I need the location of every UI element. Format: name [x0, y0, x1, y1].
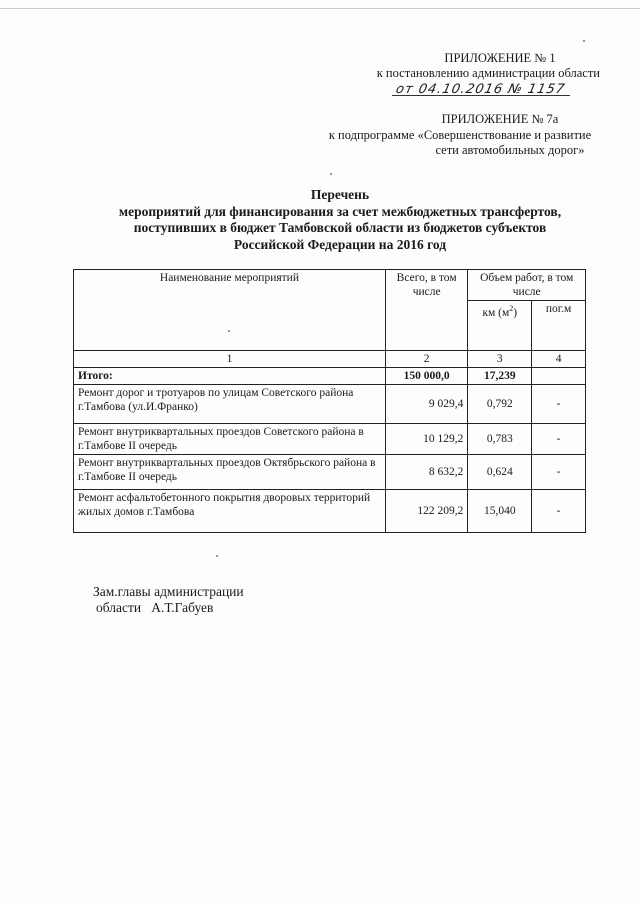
row-km: 15,040: [468, 490, 532, 533]
table-header-row: [74, 270, 586, 301]
header-km: км $(м^2)$: [468, 301, 532, 351]
appendix2-title: ПРИЛОЖЕНИЕ № 7а: [441, 112, 559, 126]
row-km: 0,624: [468, 455, 532, 490]
total-sum: 150 000,0: [385, 368, 468, 385]
scan-speck: [216, 555, 218, 557]
row-total: 8 632,2: [385, 455, 468, 490]
total-label: Итого:: [74, 368, 386, 385]
row-name: Ремонт внутриквартальных проездов Советского района в г.Тамбове II очередь: [74, 424, 386, 455]
row-pogm: -: [532, 385, 586, 424]
appendix2-line2: сети автомобильных дорог»: [435, 143, 585, 157]
total-km: 17,239: [468, 368, 532, 385]
row-pogm: -: [532, 455, 586, 490]
row-total: 10 129,2: [385, 424, 468, 455]
table-row: [74, 490, 586, 533]
scan-edge-line: [0, 8, 640, 9]
row-name: Ремонт асфальтобетонного покрытия дворовых территорий жилых домов г.Тамбова: [74, 490, 386, 533]
appendix1-title: ПРИЛОЖЕНИЕ № 1: [444, 51, 556, 65]
col-number: 1: [74, 351, 386, 368]
row-pogm: -: [532, 490, 586, 533]
table-row: [74, 385, 586, 424]
col-number: 4: [532, 351, 586, 368]
title-line-2: мероприятий для финансирования за счет межбюджетных трансфертов,: [118, 203, 562, 219]
total-row: [74, 368, 586, 385]
column-number-row: [74, 351, 586, 368]
col-number: 3: [468, 351, 532, 368]
title-line-3: поступивших в бюджет Тамбовской области из бюджетов субъектов: [133, 220, 547, 235]
row-total: 9 029,4: [385, 385, 468, 424]
handwritten-underline: [392, 95, 570, 96]
document-title: [70, 187, 610, 253]
row-total: 122 209,2: [385, 490, 468, 533]
header-name: Наименование мероприятий: [74, 270, 386, 351]
signature-name: области А.Т.Габуев: [96, 600, 214, 615]
scan-speck: [583, 40, 585, 42]
row-km: 0,783: [468, 424, 532, 455]
header-total: Всего, в том числе: [385, 270, 468, 351]
title-line-1: Перечень: [310, 187, 370, 202]
table-row: [74, 424, 586, 455]
handwritten-date: от 04.10.2016 № 1157: [394, 82, 567, 97]
row-km: 0,792: [468, 385, 532, 424]
scan-speck: [330, 173, 332, 175]
appendix2-line1: к подпрограмме «Совершенствование и развитие: [328, 128, 592, 142]
row-name: Ремонт дорог и тротуаров по улицам Советского района г.Тамбова (ул.И.Франко): [74, 385, 386, 424]
signature-position: Зам.главы администрации: [93, 584, 244, 599]
header-volume: Объем работ, в том числе: [468, 270, 586, 301]
appendix1-subtitle: к постановлению администрации области: [376, 66, 600, 80]
measures-table: [73, 269, 586, 533]
table-row: [74, 455, 586, 490]
col-number: 2: [385, 351, 468, 368]
total-pogm: [532, 368, 586, 385]
scan-speck: [228, 330, 230, 332]
title-line-4: Российской Федерации на 2016 год: [233, 236, 447, 252]
header-pogm: пог.м: [532, 301, 586, 351]
row-name: Ремонт внутриквартальных проездов Октябрьского района в г.Тамбове II очередь: [74, 455, 386, 490]
row-pogm: -: [532, 424, 586, 455]
